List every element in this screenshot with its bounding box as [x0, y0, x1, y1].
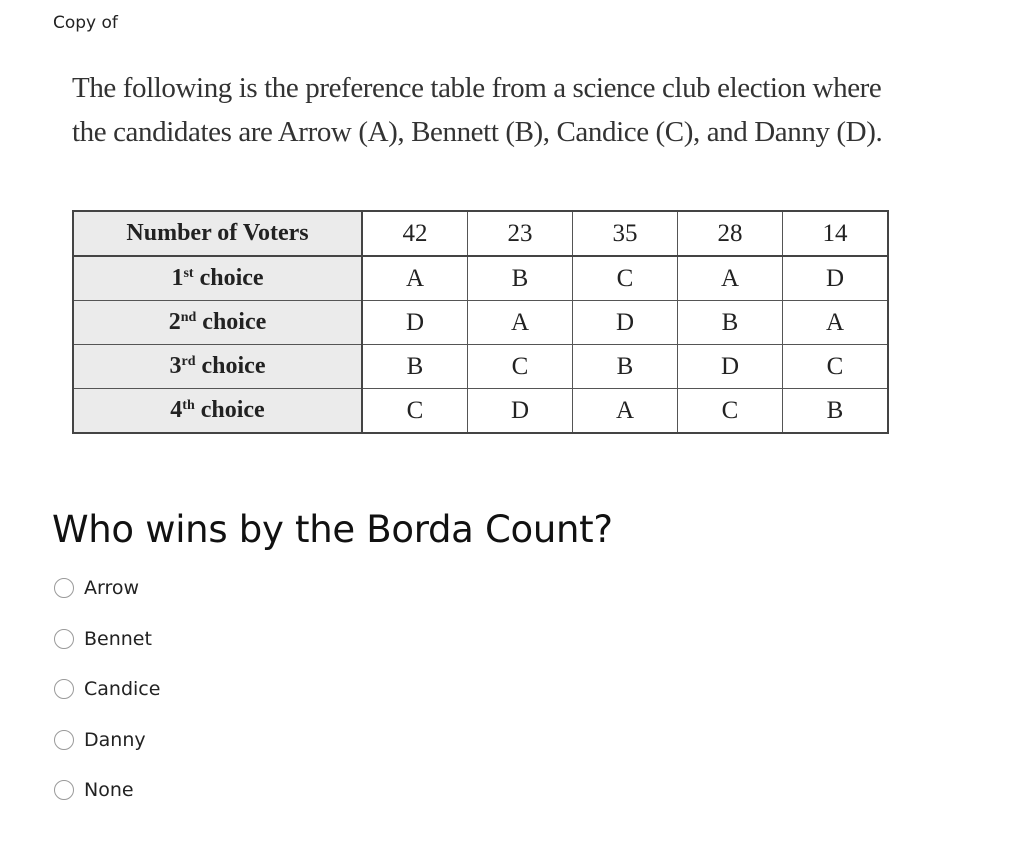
option-label[interactable]: None — [84, 779, 134, 801]
table-cell: A — [573, 389, 678, 434]
radio-button[interactable] — [54, 730, 74, 750]
table-cell: B — [678, 301, 783, 345]
choice-word: choice — [202, 309, 267, 335]
choice-ordinal-suffix: st — [183, 266, 194, 281]
table-row — [73, 256, 888, 301]
voter-count-cell: 35 — [573, 211, 678, 256]
voter-count-cell: 14 — [783, 211, 889, 256]
radio-button[interactable] — [54, 578, 74, 598]
table-row — [73, 345, 888, 389]
radio-button[interactable] — [54, 629, 74, 649]
table-cell: A — [678, 256, 783, 301]
choice-ordinal: 4 — [170, 397, 183, 423]
option-label[interactable]: Bennet — [84, 627, 152, 650]
option-label[interactable]: Danny — [84, 728, 146, 751]
choice-ordinal-suffix: rd — [181, 354, 196, 369]
intro-text: The following is the preference table from a science club election where the candidates are Arrow (A), Bennett (B), Candice (C), and Danny (D). — [72, 72, 883, 148]
voter-count-cell: 23 — [468, 211, 573, 256]
table-cell: D — [573, 301, 678, 345]
question-image — [72, 66, 892, 424]
option-danny[interactable] — [54, 726, 160, 777]
choice-row-label — [73, 345, 362, 389]
table-cell: A — [362, 256, 468, 301]
option-none[interactable] — [54, 776, 160, 827]
table-cell: B — [783, 389, 889, 434]
table-cell: C — [573, 256, 678, 301]
choice-row-label — [73, 389, 362, 434]
table-cell: D — [468, 389, 573, 434]
table-cell: A — [468, 301, 573, 345]
option-bennet[interactable] — [54, 625, 160, 676]
choice-row-label — [73, 301, 362, 345]
choice-ordinal: 1 — [171, 265, 184, 291]
choice-word: choice — [199, 265, 264, 291]
voter-count-cell: 28 — [678, 211, 783, 256]
table-row — [73, 301, 888, 345]
table-cell: B — [573, 345, 678, 389]
voter-count-cell: 42 — [362, 211, 468, 256]
table-header-row — [73, 211, 888, 256]
table-cell: D — [783, 256, 889, 301]
radio-button[interactable] — [54, 679, 74, 699]
copy-of-label: Copy of — [53, 13, 118, 33]
option-label[interactable]: Arrow — [84, 577, 140, 599]
choice-ordinal: 3 — [169, 353, 182, 379]
choice-ordinal: 2 — [168, 309, 181, 335]
table-cell: A — [783, 301, 889, 345]
choice-word: choice — [201, 353, 266, 379]
choice-ordinal-suffix: nd — [180, 310, 197, 325]
table-cell: C — [783, 345, 889, 389]
table-cell: C — [362, 389, 468, 434]
table-cell: D — [362, 301, 468, 345]
question-text: Who wins by the Borda Count? — [52, 508, 613, 551]
choice-word: choice — [200, 397, 265, 423]
option-candice[interactable] — [54, 675, 160, 726]
answer-options — [54, 574, 160, 827]
table-cell: B — [468, 256, 573, 301]
option-label[interactable]: Candice — [84, 678, 161, 700]
number-of-voters-label: Number of Voters — [73, 211, 362, 256]
choice-row-label — [73, 256, 362, 301]
table-row — [73, 389, 888, 434]
option-arrow[interactable] — [54, 574, 160, 625]
table-cell: B — [362, 345, 468, 389]
table-cell: C — [468, 345, 573, 389]
table-cell: D — [678, 345, 783, 389]
choice-ordinal-suffix: th — [182, 398, 195, 413]
table-cell: C — [678, 389, 783, 434]
preference-table — [72, 210, 889, 434]
radio-button[interactable] — [54, 780, 74, 800]
